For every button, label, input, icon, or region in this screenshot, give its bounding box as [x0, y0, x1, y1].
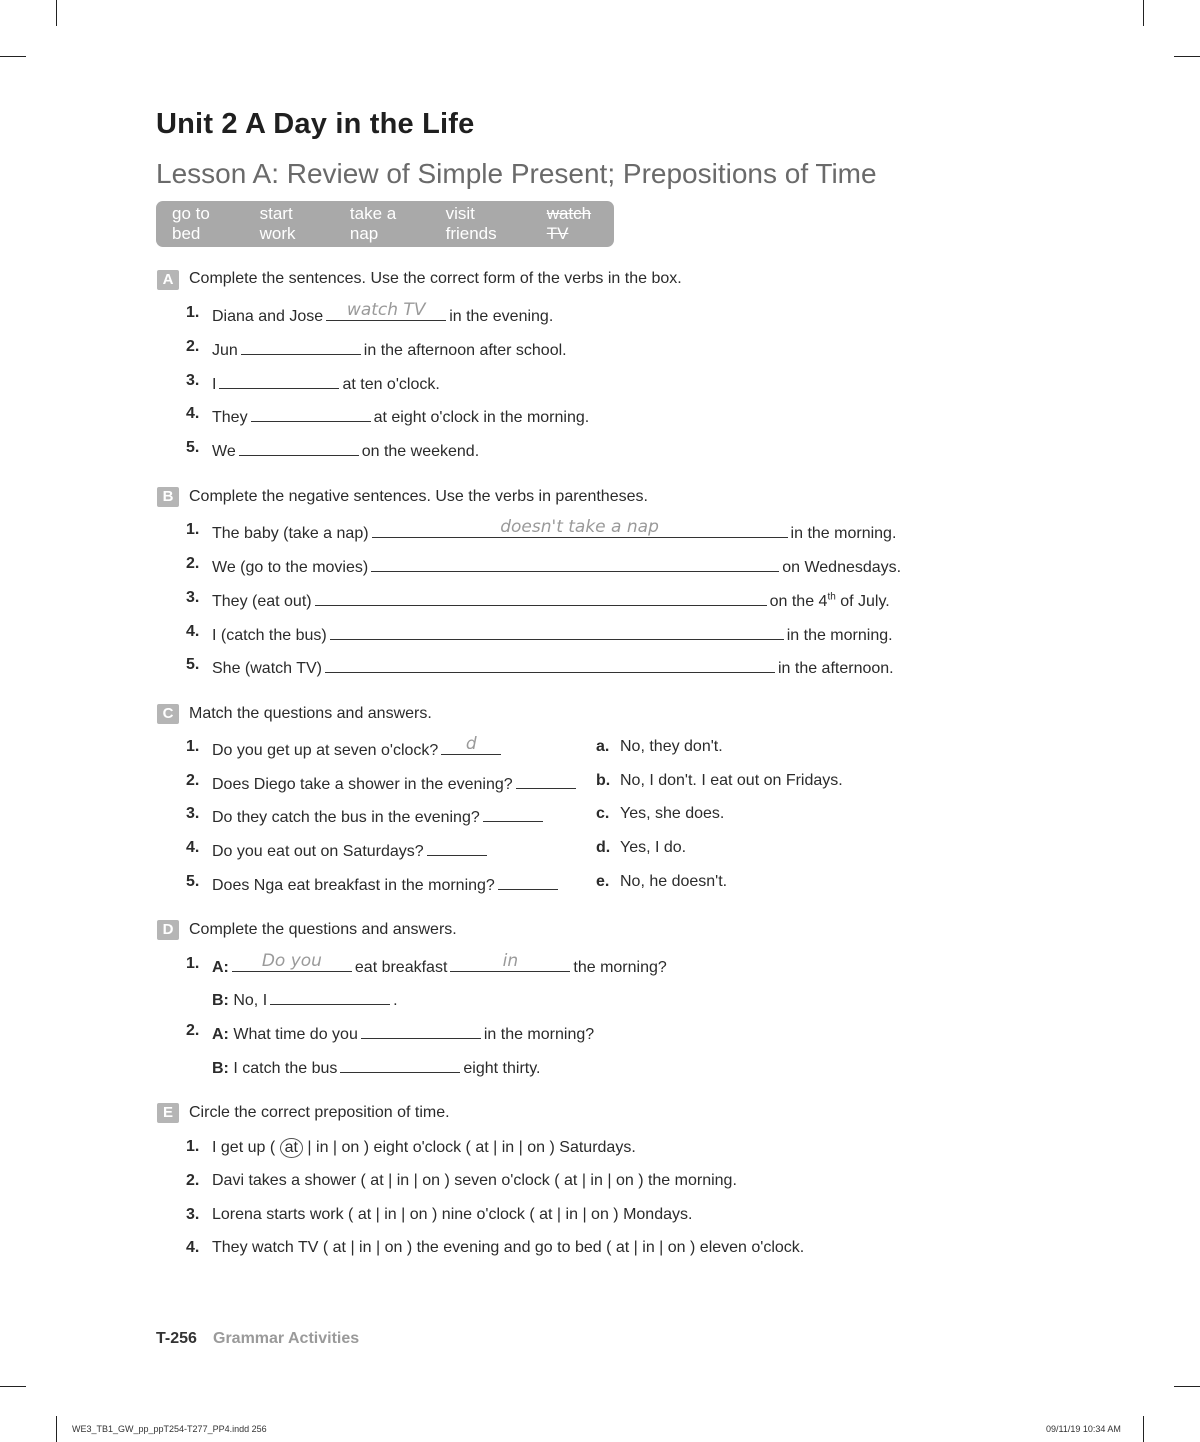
- word-box-item: start work: [259, 204, 296, 243]
- item-number: 4.: [186, 1239, 200, 1256]
- item-number: 1.: [186, 521, 200, 538]
- exercise-a-item-4: [212, 405, 589, 427]
- item-text: I get up (: [212, 1139, 276, 1156]
- choice-option[interactable]: on: [384, 1239, 403, 1256]
- dialog-1-answer: [212, 988, 398, 1010]
- crop-mark: [0, 56, 26, 57]
- separator: |: [659, 1239, 664, 1256]
- answer-blank[interactable]: [232, 951, 352, 972]
- item-number: 5.: [186, 873, 200, 890]
- item-text: eat breakfast: [354, 959, 448, 976]
- answer-letter: c.: [596, 805, 610, 822]
- exercise-a-item-2: [212, 338, 567, 360]
- dialog-2-question: [212, 1022, 594, 1044]
- item-text: Do you eat out on Saturdays?: [212, 843, 424, 860]
- word-box-item: take a nap: [349, 204, 397, 243]
- separator: |: [493, 1139, 498, 1156]
- word-box: [156, 201, 614, 247]
- answer-blank[interactable]: [340, 1056, 460, 1073]
- item-number: 5.: [186, 656, 200, 673]
- page-number: T-256: [156, 1330, 197, 1347]
- answer-blank[interactable]: [325, 656, 775, 673]
- exercise-b-item-1: [212, 517, 897, 543]
- page-title: Unit 2 A Day in the Life: [156, 108, 475, 140]
- choice-option[interactable]: at: [539, 1206, 553, 1223]
- item-number: 1.: [186, 955, 200, 972]
- separator: |: [375, 1206, 380, 1223]
- answer-blank[interactable]: [372, 517, 788, 538]
- separator: |: [607, 1172, 612, 1189]
- answer-letter: d.: [596, 839, 611, 856]
- answer-blank[interactable]: [270, 988, 390, 1005]
- item-text: They: [212, 409, 248, 426]
- answer-blank[interactable]: [427, 839, 487, 856]
- choice-option[interactable]: in: [359, 1239, 372, 1256]
- crop-mark: [0, 1386, 26, 1387]
- choice-option[interactable]: at: [370, 1172, 384, 1189]
- match-answer-c: Yes, she does.: [620, 805, 725, 822]
- item-text: in the morning?: [483, 1026, 595, 1043]
- item-text: ) seven o'clock (: [444, 1172, 560, 1189]
- answer-blank[interactable]: [498, 873, 558, 890]
- choice-option[interactable]: on: [667, 1239, 686, 1256]
- separator: |: [388, 1172, 393, 1189]
- item-number: 4.: [186, 405, 200, 422]
- separator: |: [556, 1206, 562, 1223]
- section-badge-d: D: [157, 920, 179, 940]
- print-slug: WE3_TB1_GW_pp_ppT254-T277_PP4.indd 256: [72, 1424, 267, 1434]
- preposition-item-4: [212, 1239, 804, 1257]
- item-text: I (catch the bus): [212, 627, 327, 644]
- item-number: 1.: [186, 1138, 200, 1155]
- item-number: 2.: [186, 1022, 200, 1039]
- answer-blank[interactable]: [483, 805, 543, 822]
- choice-option[interactable]: in: [565, 1206, 578, 1223]
- separator: |: [375, 1239, 381, 1256]
- answer-blank[interactable]: [315, 589, 767, 606]
- item-text: The baby (take a nap): [212, 525, 369, 542]
- item-number: 2.: [186, 1172, 200, 1189]
- word-box-item: go to bed: [172, 204, 210, 243]
- choice-option[interactable]: on: [527, 1139, 546, 1156]
- item-number: 3.: [186, 805, 200, 822]
- separator: |: [350, 1239, 355, 1256]
- print-timestamp: 09/11/19 10:34 AM: [1046, 1424, 1121, 1434]
- item-text: ) the evening and go to bed (: [406, 1239, 612, 1256]
- choice-option[interactable]: in: [396, 1172, 410, 1189]
- circled-choice[interactable]: at: [280, 1138, 303, 1158]
- separator: |: [332, 1139, 338, 1156]
- match-answer-d: Yes, I do.: [620, 839, 687, 856]
- crop-mark: [1143, 1416, 1144, 1442]
- section-e-instruction: Circle the correct preposition of time.: [189, 1104, 450, 1121]
- separator: |: [307, 1139, 312, 1156]
- choice-option[interactable]: on: [591, 1206, 609, 1223]
- speaker-label: A:: [212, 1026, 229, 1043]
- footer-section-label: Grammar Activities: [213, 1330, 360, 1347]
- choice-option[interactable]: in: [501, 1139, 515, 1156]
- item-text: What time do you: [233, 1026, 358, 1043]
- superscript: th: [827, 591, 836, 603]
- preposition-item-3: [212, 1206, 692, 1224]
- exercise-a-item-1: [212, 300, 554, 326]
- speaker-label: B:: [212, 992, 229, 1009]
- item-text: Do they catch the bus in the evening?: [212, 809, 480, 826]
- section-badge-b: B: [157, 487, 179, 507]
- match-answer-e: No, he doesn't.: [620, 873, 728, 890]
- exercise-b-item-3: [212, 589, 890, 611]
- match-answer-b: No, I don't. I eat out on Fridays.: [620, 772, 843, 789]
- answer-blank[interactable]: [441, 734, 501, 755]
- choice-option[interactable]: on: [422, 1172, 441, 1189]
- item-text: Diana and Jose: [212, 308, 324, 325]
- choice-option[interactable]: on: [615, 1172, 634, 1189]
- item-text: Jun: [212, 342, 238, 359]
- item-text: We: [212, 443, 236, 460]
- choice-option[interactable]: at: [475, 1139, 489, 1156]
- item-text: in the afternoon after school.: [363, 342, 567, 359]
- speaker-label: A:: [212, 959, 229, 976]
- answer-blank[interactable]: [361, 1022, 481, 1039]
- choice-option[interactable]: at: [332, 1239, 346, 1256]
- dialog-1-question: [212, 951, 667, 977]
- item-text: at eight o'clock in the morning.: [373, 409, 590, 426]
- item-text: .: [393, 992, 398, 1009]
- match-question-5: [212, 873, 561, 895]
- item-text: She (watch TV): [212, 660, 322, 677]
- item-number: 4.: [186, 839, 200, 856]
- exercise-a-item-5: [212, 439, 479, 461]
- item-number: 3.: [186, 589, 200, 606]
- item-number: 2.: [186, 772, 200, 789]
- exercise-b-item-5: [212, 656, 894, 678]
- item-number: 2.: [186, 338, 200, 355]
- item-text: at ten o'clock.: [342, 376, 440, 393]
- item-text: Does Diego take a shower in the evening?: [212, 776, 513, 793]
- choice-option[interactable]: in: [316, 1139, 329, 1156]
- item-text: eight thirty.: [463, 1060, 541, 1077]
- handwritten-answer: Do you: [261, 951, 322, 971]
- answer-blank[interactable]: [516, 772, 576, 789]
- separator: |: [518, 1139, 523, 1156]
- item-text: on the 4: [769, 593, 828, 610]
- item-number: 1.: [186, 738, 200, 755]
- item-text: ) eight o'clock (: [363, 1139, 471, 1156]
- match-question-3: [212, 805, 546, 827]
- section-a-instruction: Complete the sentences. Use the correct form of the verbs in the box.: [189, 270, 682, 287]
- item-text: Do you get up at seven o'clock?: [212, 742, 439, 759]
- item-text: I catch the bus: [233, 1060, 338, 1077]
- crop-mark: [56, 0, 57, 26]
- choice-option[interactable]: at: [615, 1239, 630, 1256]
- item-text: They watch TV (: [212, 1239, 329, 1256]
- exercise-a-item-3: [212, 372, 440, 394]
- section-badge-e: E: [157, 1103, 179, 1123]
- match-question-1: [212, 734, 504, 760]
- separator: |: [633, 1239, 638, 1256]
- item-text: We (go to the movies): [212, 559, 369, 576]
- answer-blank[interactable]: [251, 405, 371, 422]
- item-text: ) the morning.: [638, 1172, 737, 1189]
- answer-blank[interactable]: [326, 300, 446, 321]
- choice-option[interactable]: at: [564, 1172, 578, 1189]
- answer-letter: b.: [596, 772, 611, 789]
- choice-option[interactable]: in: [642, 1239, 655, 1256]
- item-text: Lorena starts work (: [212, 1206, 354, 1223]
- word-box-item: visit friends: [445, 204, 497, 243]
- item-number: 4.: [186, 623, 200, 640]
- speaker-label: B:: [212, 1060, 229, 1077]
- answer-blank[interactable]: [371, 555, 779, 572]
- word-box-item-struck: watch TV: [546, 204, 592, 243]
- item-text: in the evening.: [449, 308, 554, 325]
- item-text: ) Mondays.: [613, 1206, 693, 1223]
- item-number: 5.: [186, 439, 200, 456]
- separator: |: [401, 1206, 406, 1223]
- crop-mark: [1143, 0, 1144, 26]
- item-text: They (eat out): [212, 593, 312, 610]
- item-number: 1.: [186, 304, 200, 321]
- choice-option[interactable]: at: [357, 1206, 372, 1223]
- item-text: ) nine o'clock (: [432, 1206, 535, 1223]
- crop-mark: [1174, 56, 1200, 57]
- item-text: Davi takes a shower (: [212, 1172, 366, 1189]
- item-number: 3.: [186, 1206, 200, 1223]
- handwritten-answer: doesn't take a nap: [500, 517, 659, 537]
- choice-option[interactable]: in: [590, 1172, 603, 1189]
- separator: |: [581, 1172, 586, 1189]
- item-number: 2.: [186, 555, 200, 572]
- choice-option[interactable]: in: [384, 1206, 397, 1223]
- item-text: in the morning.: [790, 525, 897, 542]
- preposition-item-1: [212, 1138, 636, 1158]
- crop-mark: [56, 1416, 57, 1442]
- section-badge-a: A: [157, 270, 179, 290]
- item-text: of July.: [835, 593, 890, 610]
- item-text: the morning?: [573, 959, 667, 976]
- handwritten-answer: in: [502, 951, 519, 971]
- section-b-instruction: Complete the negative sentences. Use the verbs in parentheses.: [189, 488, 648, 505]
- item-text: on the weekend.: [361, 443, 480, 460]
- preposition-item-2: [212, 1172, 737, 1190]
- handwritten-answer: d: [465, 734, 477, 754]
- handwritten-answer: watch TV: [346, 300, 426, 320]
- answer-blank[interactable]: [241, 338, 361, 355]
- choice-option[interactable]: on: [409, 1206, 428, 1223]
- item-number: 3.: [186, 372, 200, 389]
- answer-blank[interactable]: [330, 623, 784, 640]
- section-badge-c: C: [157, 704, 179, 724]
- match-answer-a: No, they don't.: [620, 738, 723, 755]
- item-text: No, I: [233, 992, 268, 1009]
- match-question-4: [212, 839, 490, 861]
- item-text: in the afternoon.: [777, 660, 894, 677]
- crop-mark: [1174, 1386, 1200, 1387]
- item-text: in the morning.: [786, 627, 893, 644]
- answer-letter: a.: [596, 738, 610, 755]
- answer-blank[interactable]: [239, 439, 359, 456]
- section-c-instruction: Match the questions and answers.: [189, 705, 432, 722]
- item-text: Does Nga eat breakfast in the morning?: [212, 877, 495, 894]
- answer-blank[interactable]: [450, 951, 570, 972]
- answer-letter: e.: [596, 873, 610, 890]
- choice-option[interactable]: on: [341, 1139, 360, 1156]
- item-text: ) Saturdays.: [549, 1139, 636, 1156]
- item-text: ) eleven o'clock.: [690, 1239, 805, 1256]
- exercise-b-item-4: [212, 623, 893, 645]
- separator: |: [582, 1206, 587, 1223]
- separator: |: [413, 1172, 418, 1189]
- answer-blank[interactable]: [219, 372, 339, 389]
- exercise-b-item-2: [212, 555, 901, 577]
- match-question-2: [212, 772, 579, 794]
- item-text: I: [212, 376, 217, 393]
- section-d-instruction: Complete the questions and answers.: [189, 921, 457, 938]
- item-text: on Wednesdays.: [782, 559, 902, 576]
- dialog-2-answer: [212, 1056, 540, 1078]
- lesson-subtitle: Lesson A: Review of Simple Present; Prepositions of Time: [156, 158, 877, 189]
